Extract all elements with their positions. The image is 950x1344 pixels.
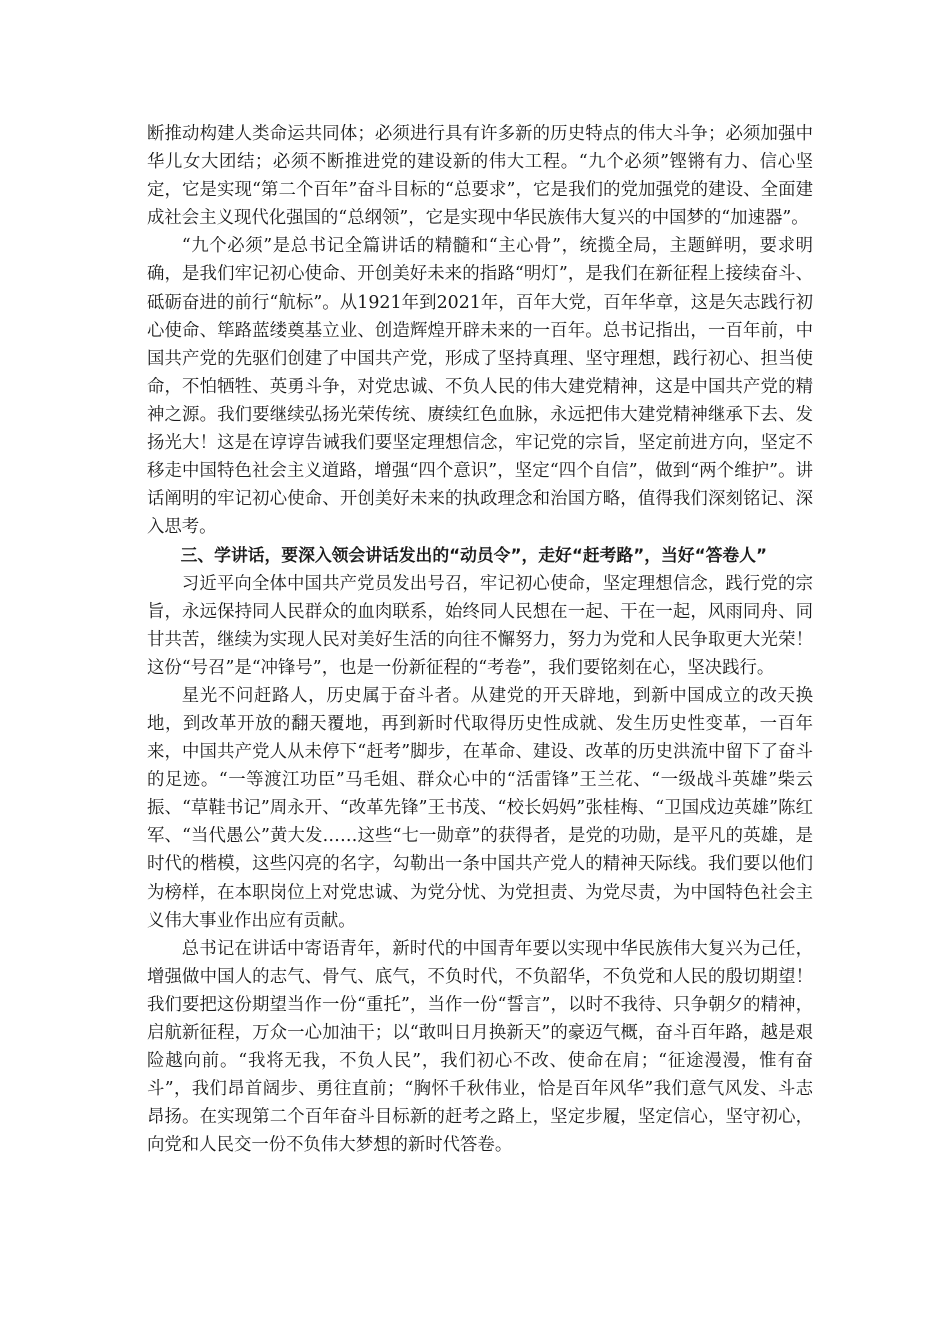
continuation-paragraph: 断推动构建人类命运共同体；必须进行具有许多新的历史特点的伟大斗争；必须加强中华儿女大团结；必须不断推进党的建设新的伟大工程。“九个必须”铿锵有力、信心坚定，它是实现“第二个百年”奋斗目标的“总要求”，它是我们的党加强党的建设、全面建成社会主义现代化强国的“总纲领”，它是实现中华民族伟大复兴的中国梦的“加速器”。 [147,124,813,229]
body-paragraph-call: 习近平向全体中国共产党员发出号召，牢记初心使命，坚定理想信念，践行党的宗旨，永远保持同人民群众的血肉联系，始终同人民想在一起、干在一起，风雨同舟、同甘共苦，继续为实现人民对美好生活的向往不懈努力，努力为党和人民争取更大光荣！这份“号召”是“冲锋号”，也是一份新征程的“考卷”，我们要铭刻在心，坚决践行。 [147,573,813,678]
body-paragraph-youth: 总书记在讲话中寄语青年，新时代的中国青年要以实现中华民族伟大复兴为己任，增强做中国人的志气、骨气、底气，不负时代，不负韶华，不负党和人民的殷切期望！我们要把这份期望当作一份“重托”，当作一份“誓言”，以时不我待、只争朝夕的精神，启航新征程，万众一心加油干；以“敢叫日月换新天”的豪迈气概，奋斗百年路，越是艰险越向前。“我将无我，不负人民”，我们初心不改、使命在肩；“征途漫漫，惟有奋斗”，我们昂首阔步、勇往直前；“胸怀千秋伟业，恰是百年风华”我们意气风发、斗志昂扬。在实现第二个百年奋斗目标新的赶考之路上，坚定步履，坚定信心，坚守初心，向党和人民交一份不负伟大梦想的新时代答卷。 [147,938,813,1156]
section-heading-three: 三、学讲话，要深入领会讲话发出的“动员令”，走好“赶考路”，当好“答卷人” [180,545,767,566]
document-body [147,120,813,1159]
body-paragraph-strivers: 星光不问赶路人，历史属于奋斗者。从建党的开天辟地，到新中国成立的改天换地，到改革开放的翻天覆地，再到新时代取得历史性成就、发生历史性变革，一百年来，中国共产党人从未停下“赶考”脚步，在革命、建设、改革的历史洪流中留下了奋斗的足迹。“一等渡江功臣”马毛姐、群众心中的“活雷锋”王兰花、“一级战斗英雄”柴云振、“草鞋书记”周永开、“改革先锋”王书茂、“校长妈妈”张桂梅、“卫国戍边英雄”陈红军、“当代愚公”黄大发……这些“七一勋章”的获得者，是党的功勋，是平凡的英雄，是时代的楷模，这些闪亮的名字，勾勒出一条中国共产党人的精神天际线。我们要以他们为榜样，在本职岗位上对党忠诚、为党分忧、为党担责、为党尽责，为中国特色社会主义伟大事业作出应有贡献。 [147,685,813,931]
body-paragraph-nine-musts: “九个必须”是总书记全篇讲话的精髓和“主心骨”，统揽全局，主题鲜明，要求明确，是我们牢记初心使命、开创美好未来的指路“明灯”，是我们在新征程上接续奋斗、砥砺奋进的前行“航标”。从1921年到2021年，百年大党，百年华章，这是矢志践行初心使命、筚路蓝缕奠基立业、创造辉煌开辟未来的一百年。总书记指出，一百年前，中国共产党的先驱们创建了中国共产党，形成了坚持真理、坚守理想，践行初心、担当使命，不怕牺牲、英勇斗争，对党忠诚、不负人民的伟大建党精神，这是中国共产党的精神之源。我们要继续弘扬光荣传统、赓续红色血脉，永远把伟大建党精神继承下去、发扬光大！这是在谆谆告诫我们要坚定理想信念，牢记党的宗旨，坚定前进方向，坚定不移走中国特色社会主义道路，增强“四个意识”，坚定“四个自信”，做到“两个维护”。讲话阐明的牢记初心使命、开创美好未来的执政理念和治国方略，值得我们深刻铭记、深入思考。 [147,236,813,538]
